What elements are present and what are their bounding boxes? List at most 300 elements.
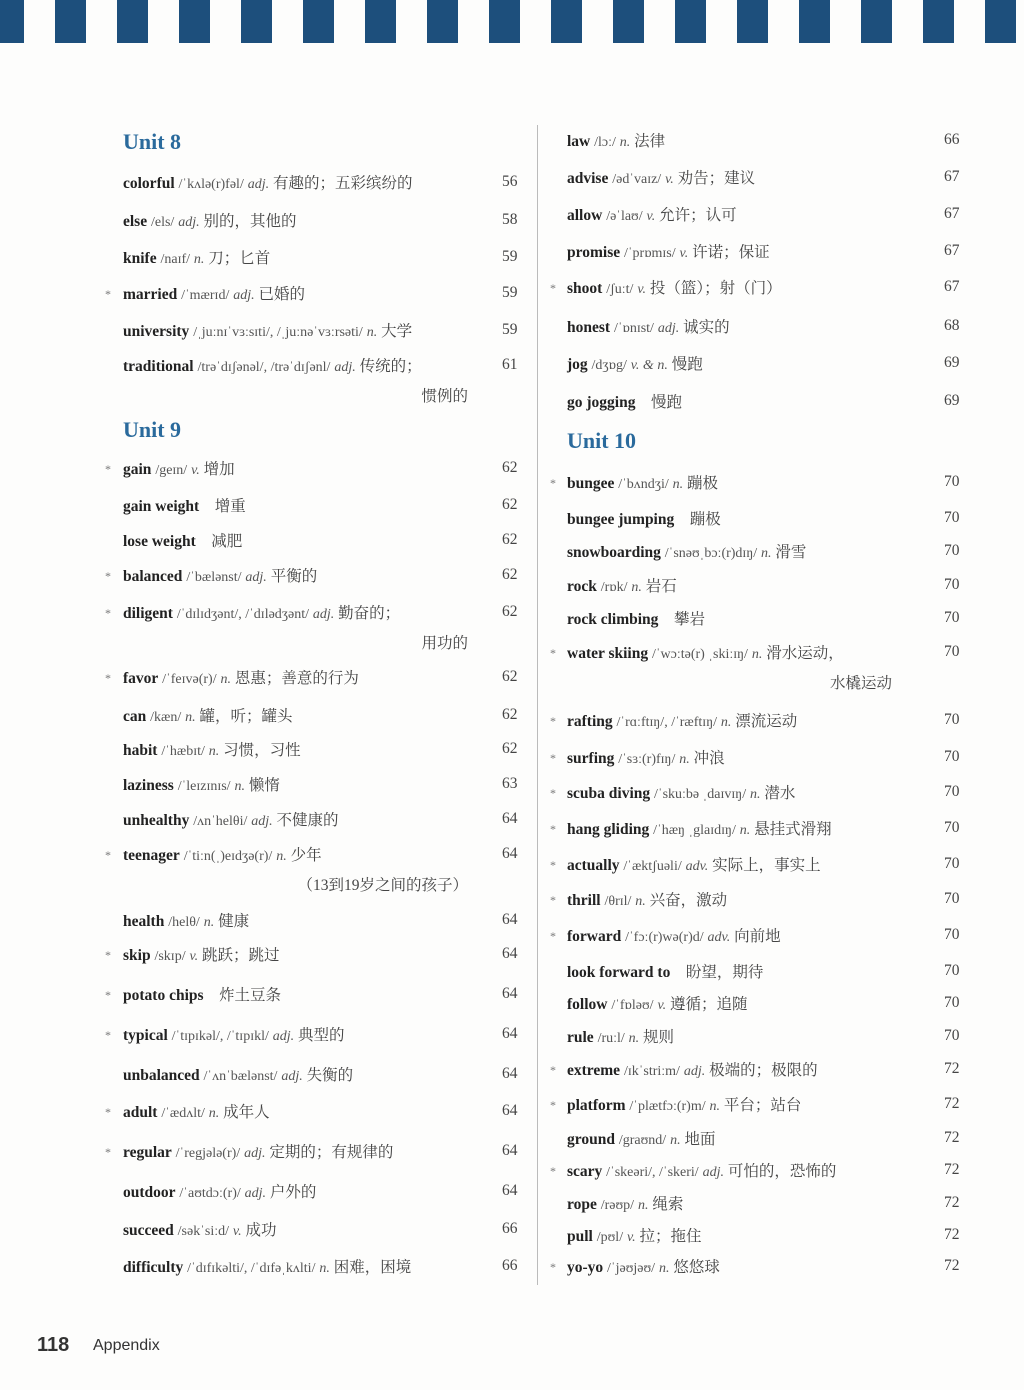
vocab-entry: [567, 471, 718, 493]
chinese-meaning: 定期的；有规律的: [269, 1144, 394, 1161]
new-word-star-icon: *: [550, 714, 556, 728]
page-reference: 70: [944, 855, 960, 872]
vocab-word: extreme: [567, 1062, 621, 1079]
phonetic: /helθ/: [168, 915, 200, 930]
vocab-entry: [567, 574, 677, 596]
page-reference: 72: [944, 1194, 960, 1211]
chinese-meaning: 失衡的: [306, 1067, 354, 1084]
page-reference: 64: [502, 945, 518, 962]
page-reference: 70: [944, 711, 960, 728]
vocab-entry: [123, 843, 322, 865]
chinese-meaning: 传统的；: [359, 358, 422, 375]
part-of-speech: v.: [665, 172, 674, 187]
part-of-speech: n.: [203, 915, 215, 930]
part-of-speech: n.: [637, 1198, 649, 1213]
phonetic: /ˈbʌndʒi/: [618, 477, 669, 492]
page-reference: 70: [944, 576, 960, 593]
chinese-meaning: 悠悠球: [673, 1259, 720, 1276]
part-of-speech: n.: [220, 672, 231, 687]
phonetic: /ʃuːt/: [606, 282, 634, 297]
vocab-word: unhealthy: [123, 812, 190, 829]
page-reference: 68: [944, 317, 960, 334]
part-of-speech: n.: [739, 823, 751, 838]
vocab-word: teenager: [123, 847, 180, 864]
chinese-meaning: 蹦极: [687, 475, 719, 492]
new-word-star-icon: *: [105, 988, 111, 1002]
vocab-entry: [123, 354, 422, 376]
vocab-word: married: [123, 286, 178, 303]
new-word-star-icon: *: [550, 1260, 556, 1274]
vocab-entry: [123, 983, 281, 1005]
chinese-meaning: 向前地: [734, 928, 781, 945]
page-reference: 64: [502, 911, 518, 928]
phonetic: /ˈaʊtdɔː(r)/: [179, 1186, 241, 1201]
chinese-meaning-continued: 用功的: [421, 635, 468, 652]
chinese-meaning: 地面: [684, 1131, 716, 1148]
page-reference: 63: [502, 775, 518, 792]
new-word-star-icon: *: [105, 462, 111, 476]
chinese-meaning: 慢跑: [650, 394, 682, 411]
phonetic: /ˈædʌlt/: [161, 1106, 205, 1121]
vocab-word: traditional: [123, 358, 194, 375]
part-of-speech: adj.: [281, 1069, 303, 1084]
stripe: [737, 0, 768, 43]
vocab-word: health: [123, 913, 165, 930]
chinese-meaning: 可怕的，恐怖的: [727, 1163, 837, 1180]
chinese-meaning: 增重: [214, 498, 246, 515]
phonetic: /ˈjəʊjəʊ/: [607, 1261, 656, 1276]
vocab-word: outdoor: [123, 1184, 176, 1201]
phonetic: /kæn/: [150, 710, 182, 725]
vocab-word: rock climbing: [567, 611, 659, 628]
chinese-meaning: 诚实的: [683, 319, 730, 336]
stripe: [551, 0, 582, 43]
page-reference: 70: [944, 994, 960, 1011]
phonetic: /rɒk/: [600, 580, 628, 595]
phonetic: /ˈfeɪvə(r)/: [162, 672, 217, 687]
vocab-entry: [123, 564, 317, 586]
vocab-word: water skiing: [567, 645, 649, 662]
stripe: [489, 0, 520, 43]
phonetic: /ˈʌnˈbælənst/: [203, 1069, 278, 1084]
chinese-meaning: 大学: [381, 323, 413, 340]
part-of-speech: v.: [189, 949, 199, 964]
phonetic: /ˈregjələ(r)/: [175, 1146, 241, 1161]
page-reference: 59: [502, 248, 518, 265]
part-of-speech: n.: [193, 252, 205, 267]
vocab-entry: [567, 641, 844, 663]
chinese-meaning: 炸土豆条: [219, 987, 282, 1004]
phonetic: /graʊnd/: [618, 1133, 667, 1148]
part-of-speech: adj.: [244, 1186, 267, 1201]
vocab-entry: [123, 738, 301, 760]
part-of-speech: v.: [191, 463, 200, 478]
new-word-star-icon: *: [550, 1063, 556, 1077]
phonetic: /ˈhæbɪt/: [161, 744, 205, 759]
phonetic: /ˈfɔː(r)wə(r)d/: [625, 930, 704, 945]
chinese-meaning: 懒惰: [248, 777, 280, 794]
page-reference: 72: [944, 1226, 960, 1243]
vocab-word: potato chips: [123, 987, 204, 1004]
chinese-meaning: 允许；认可: [659, 207, 737, 224]
vocab-entry: [567, 203, 737, 225]
phonetic: /səkˈsiːd/: [177, 1224, 230, 1239]
vocab-entry: [567, 888, 727, 910]
phonetic: /ˈsnəʊˌbɔː(r)dɪŋ/: [664, 546, 758, 561]
phonetic: /ʌnˈhelθi/: [193, 814, 248, 829]
vocab-word: pull: [567, 1228, 593, 1245]
page-reference: 64: [502, 1182, 518, 1199]
chinese-meaning: 许诺；保证: [692, 244, 770, 261]
page-reference: 62: [502, 706, 518, 723]
vocab-entry: [567, 992, 748, 1014]
part-of-speech: adj.: [233, 288, 255, 303]
page-reference: 56: [502, 173, 518, 190]
new-word-star-icon: *: [550, 646, 556, 660]
new-word-star-icon: *: [550, 893, 556, 907]
chinese-meaning: 攀岩: [673, 611, 705, 628]
stripe: [613, 0, 644, 43]
chinese-meaning: 少年: [290, 847, 322, 864]
page-reference: 64: [502, 985, 518, 1002]
vocab-word: gain: [123, 461, 152, 478]
part-of-speech: n.: [208, 1106, 220, 1121]
vocab-word: rope: [567, 1196, 597, 1213]
vocab-word: bungee jumping: [567, 511, 675, 528]
vocab-entry: [123, 808, 339, 830]
page-reference: 66: [944, 131, 960, 148]
phonetic: /ˈleɪzɪnɪs/: [177, 779, 231, 794]
vocab-word: actually: [567, 857, 620, 874]
chinese-meaning: 蹦极: [689, 511, 721, 528]
footer-section-label: Appendix: [93, 1337, 160, 1354]
phonetic: /ˈprɒmɪs/: [623, 246, 676, 261]
new-word-star-icon: *: [550, 929, 556, 943]
chinese-meaning: 跳跃；跳过: [202, 947, 280, 964]
vocab-word: scary: [567, 1163, 603, 1180]
vocab-word: colorful: [123, 175, 175, 192]
chinese-meaning-continued: 惯例的: [421, 388, 468, 405]
vocab-entry: [567, 315, 730, 337]
page-reference: 70: [944, 643, 960, 660]
vocab-entry: [123, 1100, 270, 1122]
part-of-speech: adj.: [178, 215, 200, 230]
stripe: [0, 0, 24, 43]
page-reference: 66: [502, 1220, 518, 1237]
part-of-speech: adv.: [707, 930, 731, 945]
part-of-speech: n.: [751, 647, 763, 662]
phonetic: /ˈdɪfɪkəlti/, /ˈdɪfəˌkʌlti/: [187, 1261, 316, 1276]
vocab-entry: [123, 1218, 276, 1240]
vocab-word: forward: [567, 928, 622, 945]
chinese-meaning: 滑雪: [775, 544, 807, 561]
chinese-meaning: 户外的: [269, 1184, 317, 1201]
stripe: [427, 0, 458, 43]
part-of-speech: adj.: [657, 321, 680, 336]
vocab-word: law: [567, 133, 591, 150]
vocab-word: else: [123, 213, 148, 230]
phonetic: /trəˈdɪʃənəl/, /trəˈdɪʃənl/: [197, 360, 331, 375]
part-of-speech: adj.: [702, 1165, 724, 1180]
part-of-speech: adj.: [334, 360, 356, 375]
phonetic: /pʊl/: [596, 1230, 624, 1245]
chinese-meaning: 勤奋的；: [338, 605, 401, 622]
vocab-entry: [567, 1159, 836, 1181]
chinese-meaning: 岩石: [645, 578, 677, 595]
phonetic: /ˈskeəri/, /ˈskeri/: [606, 1165, 699, 1180]
phonetic: /ˈskuːbə ˌdaɪvɪŋ/: [654, 787, 747, 802]
vocab-word: look forward to: [567, 964, 671, 981]
page-number: 118: [37, 1334, 70, 1356]
page-reference: 62: [502, 668, 518, 685]
part-of-speech: n.: [720, 715, 732, 730]
vocab-entry: [567, 607, 705, 629]
page-reference: 72: [944, 1257, 960, 1274]
vocab-entry: [567, 817, 832, 839]
page-reference: 66: [502, 1257, 518, 1274]
page-reference: 70: [944, 509, 960, 526]
chinese-meaning: 有趣的；五彩缤纷的: [272, 175, 413, 192]
page-reference: 70: [944, 890, 960, 907]
unit-heading: Unit 9: [123, 417, 182, 442]
vocab-word: hang gliding: [567, 821, 650, 838]
vocab-word: laziness: [123, 777, 174, 794]
vocab-word: favor: [123, 670, 159, 687]
chinese-meaning: 罐，听；罐头: [199, 708, 293, 725]
part-of-speech: n.: [208, 744, 220, 759]
page-reference: 72: [944, 1129, 960, 1146]
page-reference: 72: [944, 1060, 960, 1077]
vocab-word: knife: [123, 250, 157, 267]
page-reference: 64: [502, 1142, 518, 1159]
vocab-entry: [567, 240, 770, 262]
page-reference: 67: [944, 205, 960, 222]
part-of-speech: n.: [672, 477, 684, 492]
chinese-meaning: 已婚的: [258, 286, 305, 303]
part-of-speech: n.: [628, 1031, 640, 1046]
page-reference: 62: [502, 566, 518, 583]
new-word-star-icon: *: [105, 671, 111, 685]
vocab-word: shoot: [567, 280, 603, 297]
vocab-word: succeed: [123, 1222, 174, 1239]
chinese-meaning: 成功: [245, 1222, 277, 1239]
vocab-entry: [123, 209, 296, 231]
vocab-entry: [567, 540, 806, 562]
vocab-entry: [567, 1255, 720, 1277]
vocab-entry: [567, 129, 665, 151]
vocab-entry: [123, 909, 249, 931]
vocab-entry: [123, 246, 270, 268]
phonetic: /ruːl/: [597, 1031, 625, 1046]
chinese-meaning: 拉；拖住: [639, 1228, 702, 1245]
part-of-speech: v. & n.: [630, 358, 668, 373]
vocab-word: scuba diving: [567, 785, 651, 802]
vocab-word: typical: [123, 1027, 168, 1044]
new-word-star-icon: *: [550, 786, 556, 800]
phonetic: /ˈbælənst/: [186, 570, 242, 585]
part-of-speech: n.: [658, 1261, 670, 1276]
page-reference: 64: [502, 810, 518, 827]
new-word-star-icon: *: [550, 1164, 556, 1178]
vocab-entry: [567, 709, 797, 731]
new-word-star-icon: *: [550, 1098, 556, 1112]
vocab-word: ground: [567, 1131, 615, 1148]
unit-heading: Unit 8: [123, 129, 182, 154]
part-of-speech: n.: [619, 135, 631, 150]
vocab-entry: [123, 457, 235, 479]
page-reference: 62: [502, 531, 518, 548]
page-reference: 70: [944, 473, 960, 490]
chinese-meaning: 劝告；建议: [677, 170, 756, 187]
vocab-entry: [567, 924, 781, 946]
page-reference: 69: [944, 354, 960, 371]
new-word-star-icon: *: [550, 858, 556, 872]
vocab-word: lose weight: [123, 533, 196, 550]
page-reference: 59: [502, 321, 518, 338]
part-of-speech: n.: [319, 1261, 330, 1276]
vocab-word: go jogging: [567, 394, 636, 411]
vocab-word: adult: [123, 1104, 158, 1121]
phonetic: /ˈkʌlə(r)fəl/: [178, 177, 244, 192]
vocab-word: unbalanced: [123, 1067, 200, 1084]
stripe: [675, 0, 706, 43]
phonetic: /ˈtiːn(ˌ)eɪdʒə(r)/: [183, 849, 273, 864]
part-of-speech: v.: [646, 209, 656, 224]
chinese-meaning-continued: （13到19岁之间的孩子）: [297, 877, 468, 894]
phonetic: /dʒɒg/: [591, 358, 627, 373]
phonetic: /ˌjuːnɪˈvɜːsɪti/, /ˌjuːnəˈvɜːrsəti/: [193, 325, 363, 340]
part-of-speech: v.: [657, 998, 667, 1013]
chinese-meaning: 别的，其他的: [203, 213, 297, 230]
part-of-speech: adj.: [272, 1029, 295, 1044]
vocab-entry: [567, 507, 721, 529]
chinese-meaning: 绳索: [652, 1196, 684, 1213]
part-of-speech: n.: [635, 894, 646, 909]
page-reference: 61: [502, 356, 518, 373]
vocab-entry: [123, 1180, 316, 1202]
part-of-speech: n.: [366, 325, 378, 340]
new-word-star-icon: *: [105, 1028, 111, 1042]
vocab-word: snowboarding: [567, 544, 661, 561]
chinese-meaning: 健康: [218, 913, 250, 930]
phonetic: /ˈrɑːftɪŋ/, /ˈræftɪŋ/: [616, 715, 718, 730]
vocab-entry: [567, 960, 763, 982]
page-reference: 70: [944, 748, 960, 765]
phonetic: /ˈæktʃuəli/: [623, 859, 682, 874]
new-word-star-icon: *: [105, 606, 111, 620]
part-of-speech: v.: [626, 1230, 636, 1245]
vocab-entry: [123, 319, 412, 341]
chinese-meaning: 悬挂式滑翔: [754, 821, 832, 838]
part-of-speech: adj.: [247, 177, 270, 192]
vocab-entry: [123, 1140, 393, 1162]
vocab-entry: [123, 494, 246, 516]
chinese-meaning: 法律: [634, 133, 666, 150]
phonetic: /ˈtɪpɪkəl/, /ˈtɪpɪkl/: [171, 1029, 269, 1044]
stripe: [55, 0, 86, 43]
stripe: [179, 0, 210, 43]
vocab-entry: [123, 1023, 345, 1045]
page-reference: 62: [502, 603, 518, 620]
phonetic: /ˈhæŋ ˌglaɪdɪŋ/: [653, 823, 736, 838]
phonetic: /ˈwɔːtə(r) ˌskiːɪŋ/: [651, 647, 748, 662]
new-word-star-icon: *: [550, 476, 556, 490]
page-reference: 70: [944, 542, 960, 559]
vocab-word: skip: [123, 947, 151, 964]
new-word-star-icon: *: [105, 948, 111, 962]
page-reference: 70: [944, 926, 960, 943]
vocab-word: advise: [567, 170, 609, 187]
part-of-speech: adj.: [244, 1146, 266, 1161]
vocab-entry: [567, 781, 795, 803]
vocab-entry: [123, 601, 400, 623]
vocab-word: difficulty: [123, 1259, 184, 1276]
phonetic: /rəʊp/: [600, 1198, 635, 1213]
phonetic: /θrɪl/: [604, 894, 632, 909]
part-of-speech: n.: [185, 710, 196, 725]
phonetic: /ˈmærɪd/: [181, 288, 230, 303]
vocab-entry: [567, 390, 682, 412]
chinese-meaning: 滑水运动，: [766, 645, 844, 662]
page-reference: 62: [502, 496, 518, 513]
vocab-word: follow: [567, 996, 608, 1013]
new-word-star-icon: *: [105, 1145, 111, 1159]
phonetic: /ˈfɒləʊ/: [611, 998, 654, 1013]
new-word-star-icon: *: [105, 287, 111, 301]
chinese-meaning: 慢跑: [671, 356, 703, 373]
chinese-meaning: 增加: [203, 461, 235, 478]
chinese-meaning: 平台；站台: [723, 1097, 802, 1114]
chinese-meaning: 刀；匕首: [208, 250, 271, 267]
vocab-entry: [123, 1063, 353, 1085]
phonetic: /ˈsɜː(r)fɪŋ/: [618, 752, 676, 767]
chinese-meaning: 盼望，期待: [685, 964, 764, 981]
vocab-entry: [123, 666, 359, 688]
page-reference: 59: [502, 284, 518, 301]
stripe: [799, 0, 830, 43]
unit-heading: Unit 10: [567, 428, 637, 453]
part-of-speech: n.: [709, 1099, 720, 1114]
vocab-word: bungee: [567, 475, 615, 492]
page-reference: 70: [944, 609, 960, 626]
vocab-word: rafting: [567, 713, 613, 730]
stripe: [117, 0, 148, 43]
page-reference: 70: [944, 962, 960, 979]
page-reference: 62: [502, 740, 518, 757]
chinese-meaning: 困难，困境: [333, 1259, 412, 1276]
vocab-word: diligent: [123, 605, 173, 622]
page-reference: 64: [502, 1025, 518, 1042]
vocab-entry: [123, 1255, 411, 1277]
chinese-meaning: 规则: [643, 1029, 675, 1046]
new-word-star-icon: *: [550, 751, 556, 765]
part-of-speech: v.: [232, 1224, 242, 1239]
vocab-entry: [123, 773, 280, 795]
phonetic: /naɪf/: [160, 252, 191, 267]
phonetic: /geɪn/: [155, 463, 188, 478]
part-of-speech: v.: [679, 246, 689, 261]
new-word-star-icon: *: [105, 848, 111, 862]
vocab-entry: [567, 166, 755, 188]
page-reference: 62: [502, 459, 518, 476]
phonetic: /ˈdɪlɪdʒənt/, /ˈdɪlədʒənt/: [176, 607, 310, 622]
vocab-entry: [123, 529, 242, 551]
chinese-meaning: 不健康的: [276, 812, 339, 829]
chinese-meaning: 遵循；追随: [670, 996, 748, 1013]
part-of-speech: n.: [234, 779, 245, 794]
chinese-meaning: 冲浪: [693, 750, 725, 767]
page-reference: 70: [944, 1027, 960, 1044]
